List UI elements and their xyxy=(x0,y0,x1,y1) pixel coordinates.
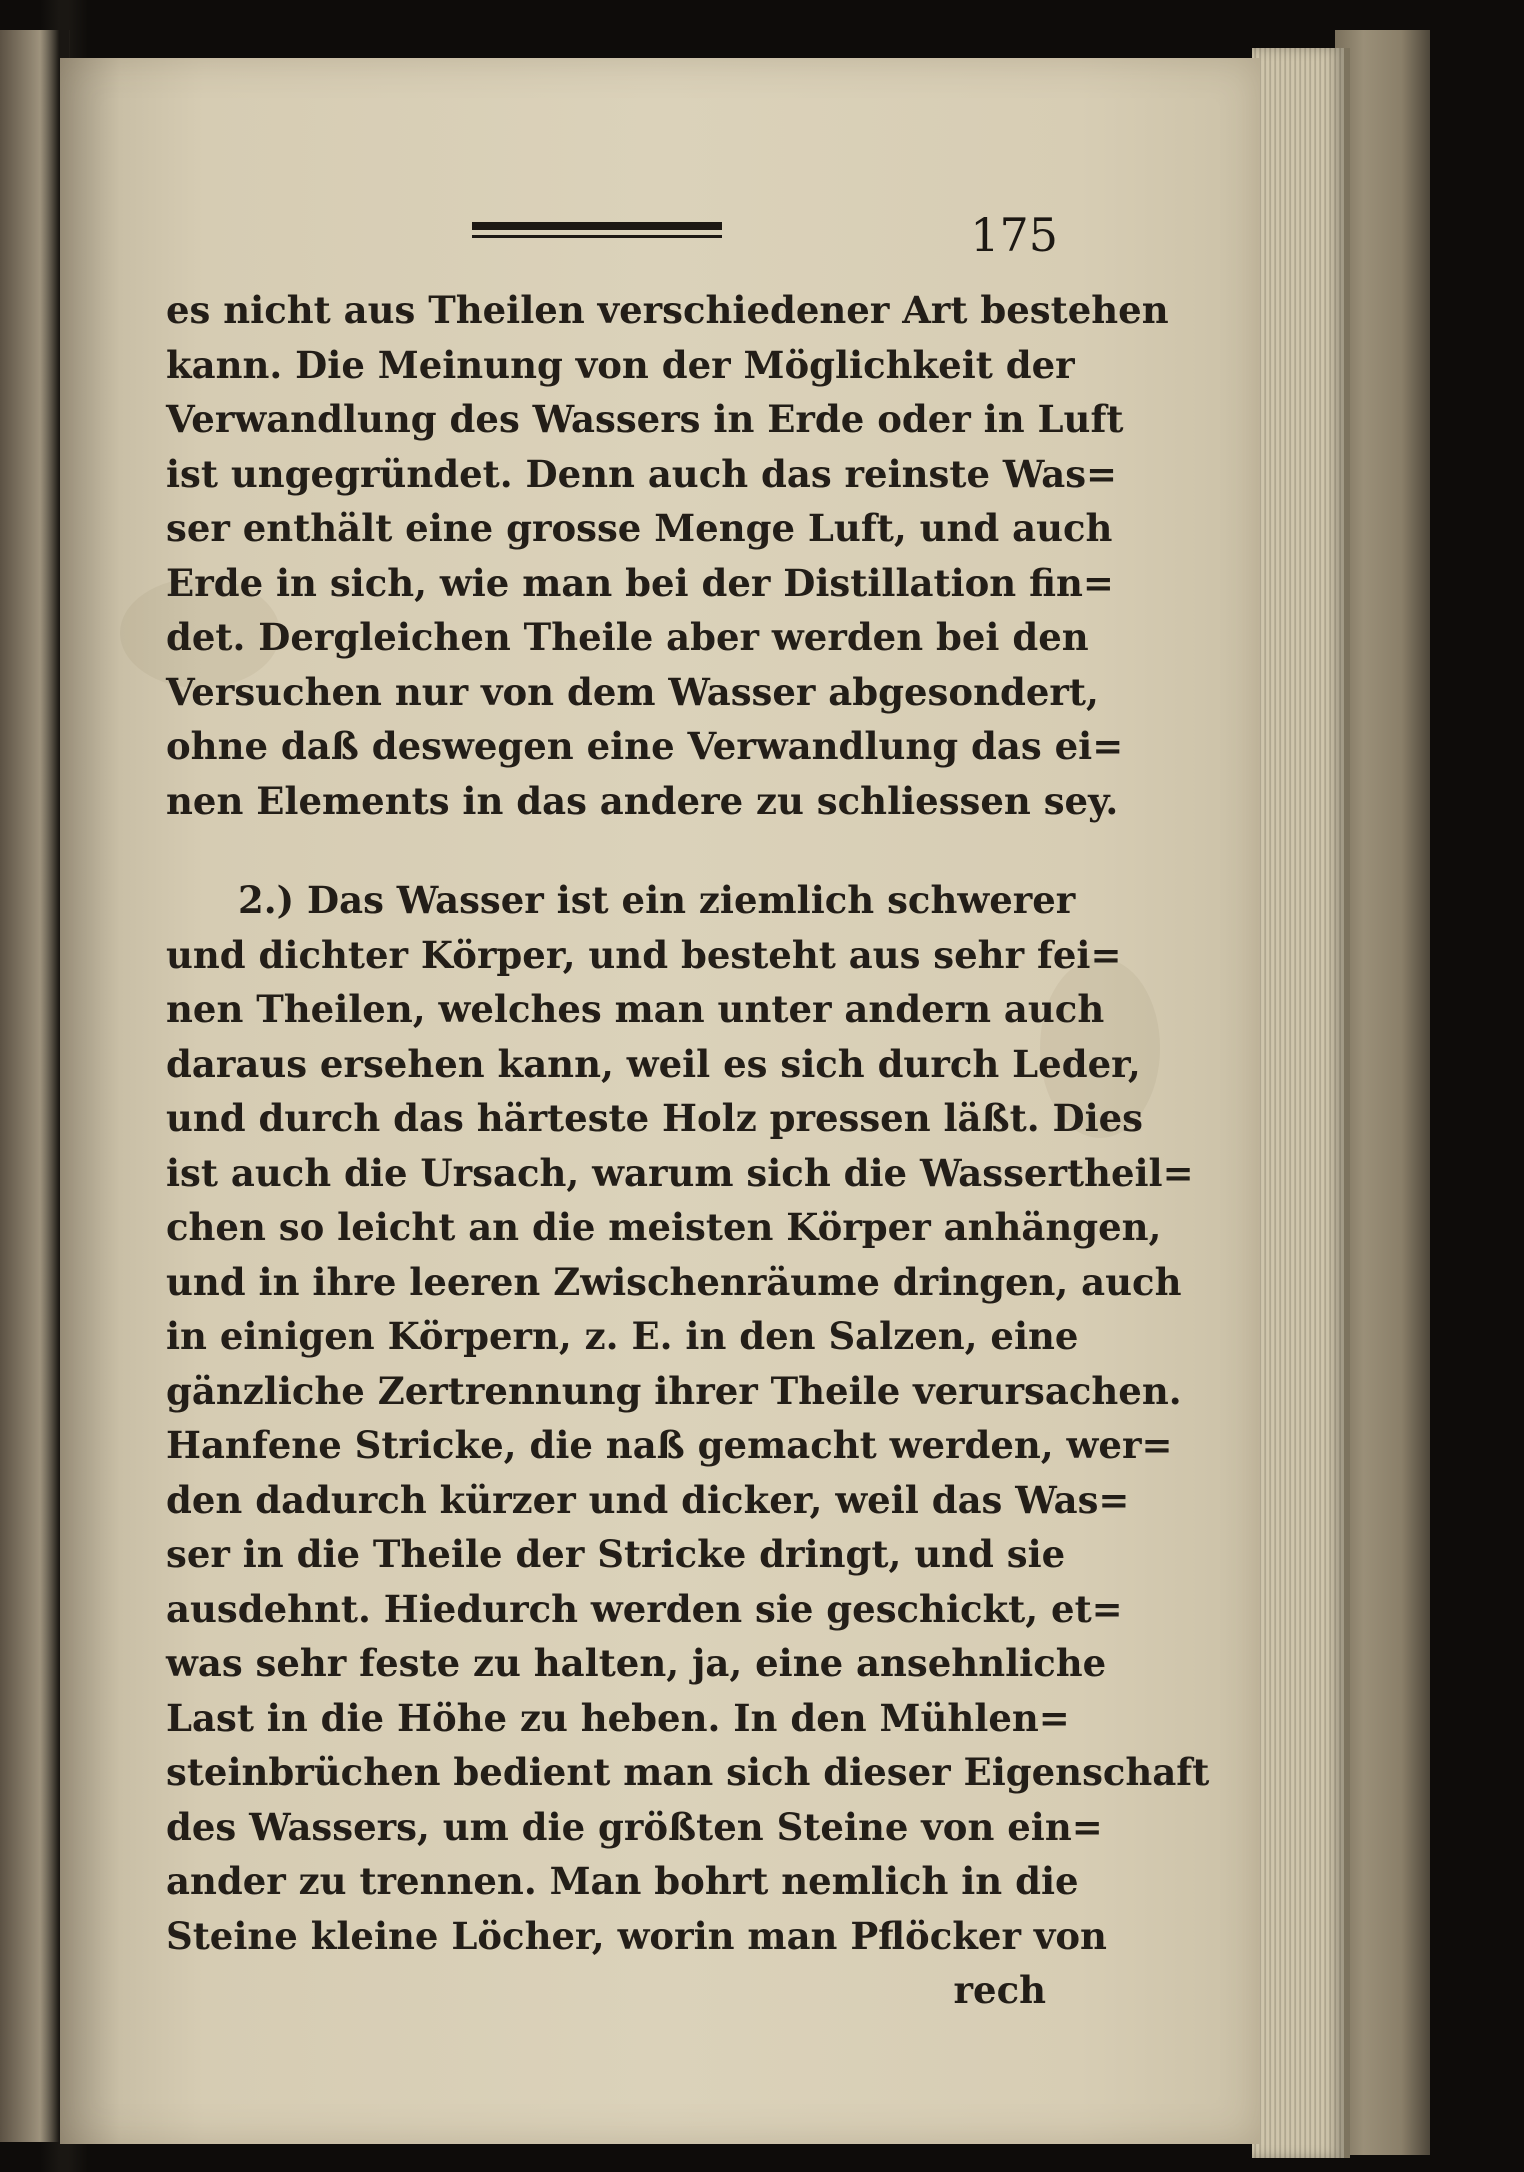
text-line: Last in die Höhe zu heben. In den Mühlen= xyxy=(166,1695,1070,1740)
paragraph-gap xyxy=(166,828,1046,873)
paragraph-2 xyxy=(166,873,1210,1963)
text-line: steinbrüchen bedient man sich dieser Eigenschaft xyxy=(166,1750,1210,1794)
text-line: Verwandlung des Wassers in Erde oder in Luft xyxy=(166,397,1124,441)
text-line: daraus ersehen kann, weil es sich durch Leder, xyxy=(166,1041,1141,1086)
paragraph-1 xyxy=(166,283,1169,828)
text-line: kann. Die Meinung von der Möglichkeit der xyxy=(166,342,1075,387)
text-line: Hanfene Stricke, die naß gemacht werden, wer= xyxy=(166,1423,1173,1467)
text-line: und in ihre leeren Zwischenräume dringen, auch xyxy=(166,1259,1182,1304)
text-line: nen Elements in das andere zu schliessen sey. xyxy=(166,778,1119,823)
text-line: in einigen Körpern, z. E. in den Salzen, eine xyxy=(166,1314,1079,1358)
text-line: ohne daß deswegen eine Verwandlung das ei= xyxy=(166,724,1124,768)
text-line: ser in die Theile der Stricke dringt, und sie xyxy=(166,1532,1066,1576)
text-line: Steine kleine Löcher, worin man Pflöcker von xyxy=(166,1913,1107,1958)
catchword: rech xyxy=(953,1968,1046,2012)
page-number: 175 xyxy=(970,208,1058,262)
text-line: und durch das härteste Holz pressen läßt. Dies xyxy=(166,1096,1144,1140)
text-line: 2.) Das Wasser ist ein ziemlich schwerer xyxy=(238,878,1076,922)
text-line: gänzliche Zertrennung ihrer Theile verursachen. xyxy=(166,1368,1182,1413)
page-block-edges xyxy=(1252,48,1350,2158)
text-line: und dichter Körper, und besteht aus sehr fei= xyxy=(166,932,1122,977)
header-double-rule xyxy=(472,222,722,240)
text-line: ser enthält eine grosse Menge Luft, und auch xyxy=(166,506,1113,550)
text-line: es nicht aus Theilen verschiedener Art bestehen xyxy=(166,288,1169,332)
text-line: chen so leicht an die meisten Körper anhängen, xyxy=(166,1205,1162,1249)
text-line: Erde in sich, wie man bei der Distillation fin= xyxy=(166,560,1114,605)
text-line: nen Theilen, welches man unter andern auch xyxy=(166,987,1105,1031)
text-line: det. Dergleichen Theile aber werden bei den xyxy=(166,615,1089,659)
text-line: Versuchen nur von dem Wasser abgesondert, xyxy=(166,669,1099,714)
text-line: ausdehnt. Hiedurch werden sie geschickt, et= xyxy=(166,1586,1123,1631)
text-line: ist ungegründet. Denn auch das reinste Was= xyxy=(166,451,1118,496)
text-line: ist auch die Ursach, warum sich die Wassertheil= xyxy=(166,1150,1194,1195)
text-line: ander zu trennen. Man bohrt nemlich in die xyxy=(166,1859,1079,1903)
text-line: den dadurch kürzer und dicker, weil das Was= xyxy=(166,1477,1130,1522)
text-line: was sehr feste zu halten, ja, eine ansehnliche xyxy=(166,1641,1107,1685)
body-text xyxy=(166,283,1210,2018)
text-line: des Wassers, um die größten Steine von ein= xyxy=(166,1804,1103,1849)
